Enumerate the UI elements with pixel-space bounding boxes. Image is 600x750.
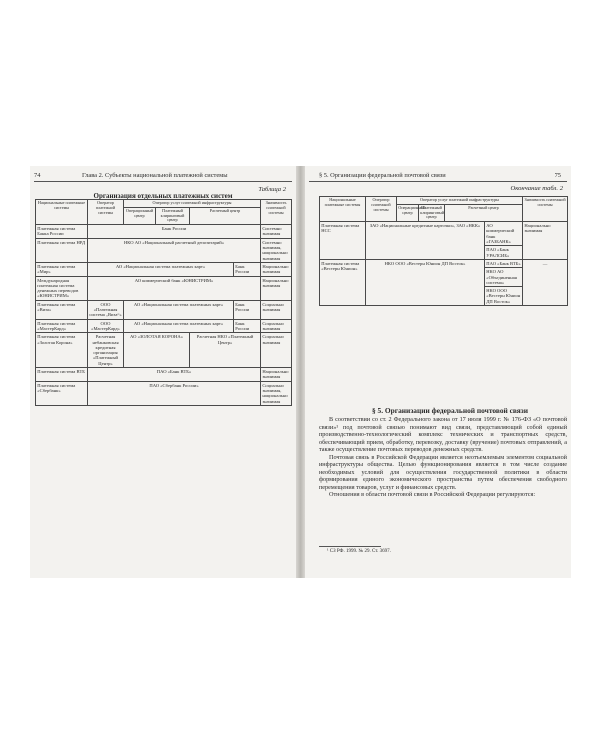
table-header-row bbox=[36, 200, 292, 208]
settlement-center: ПАО «Банк ВТБ» bbox=[486, 260, 521, 266]
infrastructure-operator: АО «ЗОЛОТАЯ КОРОНА» bbox=[124, 333, 190, 368]
merged-operator: ПАО «Банк ВТБ» bbox=[88, 368, 261, 382]
settlement-center: Расчетная НКО «Платежный Центр» bbox=[190, 333, 261, 368]
running-head-title: § 5. Организации федеральной почтовой связи bbox=[319, 172, 446, 179]
merged-operator: ПАО «Сбербанк России» bbox=[88, 381, 261, 405]
header-settlement-center: Расчетный центр bbox=[445, 204, 523, 221]
header-significance: Значимость платежной системы bbox=[261, 200, 292, 225]
significance: Национально значимая bbox=[261, 262, 292, 276]
left-page bbox=[30, 166, 296, 578]
header-national-systems: Национальные платежные системы bbox=[320, 197, 366, 222]
running-head-title: Глава 2. Субъекты национальной платежной системы bbox=[82, 172, 228, 179]
significance: Социально значимая bbox=[261, 300, 292, 319]
table-continuation-label: Окончание табл. 2 bbox=[510, 185, 563, 192]
system-name: Международная платежная система денежных переводов «ЮНИСТРИМ» bbox=[36, 276, 88, 300]
settlement-center: НКО АО «Объединенная система» bbox=[485, 268, 523, 287]
header-significance: Значимость платежной системы bbox=[523, 197, 568, 222]
operator: ООО «МастерКард» bbox=[88, 319, 124, 333]
operator: Расчетная небанковская кредитная организация «Платежный Центр» bbox=[88, 333, 124, 368]
header-settlement-center: Расчетный центр bbox=[190, 207, 261, 224]
operator: АО «Национальная система платежных карт» bbox=[88, 262, 234, 276]
system-name: Платежная система «Виза» bbox=[36, 300, 88, 319]
running-header bbox=[34, 172, 292, 182]
significance: Социально значимая bbox=[261, 319, 292, 333]
table-row bbox=[36, 319, 292, 333]
header-operational-center: Операционный центр bbox=[124, 207, 156, 224]
system-name: Платежная система НСС bbox=[320, 222, 366, 260]
merged-operator: АО коммерческий банк «ЮНИСТРИМ» bbox=[88, 276, 261, 300]
body-text bbox=[319, 416, 567, 499]
header-clearing-center: Платежный клиринговый центр bbox=[419, 204, 445, 221]
table-row bbox=[36, 368, 292, 382]
header-infrastructure: Оператор услуг платежной инфраструктуры bbox=[397, 197, 523, 205]
header-national-systems: Национальные платежные системы bbox=[36, 200, 88, 225]
table-label: Таблица 2 bbox=[258, 186, 286, 193]
book-gutter bbox=[296, 166, 305, 578]
header-operator: Оператор платежной системы bbox=[366, 197, 397, 222]
merged-operator: Банк России bbox=[88, 225, 261, 239]
table-row bbox=[36, 262, 292, 276]
significance: Системно значимая, национально значимая bbox=[261, 238, 292, 262]
settlement-center: Банк России bbox=[234, 319, 261, 333]
right-page bbox=[305, 166, 571, 578]
table-row bbox=[36, 381, 292, 405]
table-row bbox=[320, 259, 568, 267]
settlement-center: АО коммерческий банк «ГАЗБАНК» bbox=[485, 222, 523, 246]
table-row bbox=[36, 276, 292, 300]
section-heading: § 5. Организации федеральной почтовой связи bbox=[371, 406, 529, 415]
significance: Национально значимая bbox=[523, 222, 568, 260]
page-number: 74 bbox=[34, 172, 41, 179]
footnote-rule bbox=[319, 546, 381, 547]
table-row bbox=[36, 333, 292, 368]
significance: — bbox=[523, 259, 568, 305]
header-infrastructure: Оператор услуг платежной инфраструктуры bbox=[124, 200, 261, 208]
system-name: Платежная система «Золотая Корона» bbox=[36, 333, 88, 368]
header-operator: Оператор платежной системы bbox=[88, 200, 124, 225]
system-name: Платежная система Банка России bbox=[36, 225, 88, 239]
payment-systems-table-continued bbox=[319, 196, 568, 306]
paragraph: Почтовая связь в Российской Федерации является неотъемлемым элементом социальной инфраструктуры общества. Целью функционирования является в том числе создание необходимых условий для осуществления государственной политики в области формирования единого экономического пространства путем обеспечения свободного перемещения товаров, услуг и финансовых средств. bbox=[319, 453, 567, 491]
settlement-center: Банк России bbox=[234, 262, 261, 276]
table-row bbox=[36, 238, 292, 262]
infrastructure-operator: АО «Национальная система платежных карт» bbox=[124, 300, 234, 319]
table-row bbox=[36, 225, 292, 239]
header-operational-center: Операционный центр bbox=[397, 204, 419, 221]
system-name: Платежная система «МастерКард» bbox=[36, 319, 88, 333]
infrastructure-operator: АО «Национальная система платежных карт» bbox=[124, 319, 234, 333]
system-name: Платежная система НРД bbox=[36, 238, 88, 262]
settlement-center: ПАО «Банк УРАЛСИБ» bbox=[485, 246, 523, 260]
merged-operator: НКО АО «Национальный расчетный депозитарий» bbox=[88, 238, 261, 262]
settlement-center: НКО ООО «Вестерн Юнион ДП Восток» bbox=[485, 287, 523, 306]
significance: Национально значимая bbox=[261, 276, 292, 300]
significance: Системно значимая bbox=[261, 225, 292, 239]
system-name: Платежная система «Сбербанк» bbox=[36, 381, 88, 405]
system-name: Платежная система ВТБ bbox=[36, 368, 88, 382]
operator-and-clearing: НКО ООО «Вестерн Юнион ДП Восток» bbox=[366, 259, 485, 305]
paragraph: В соответствии со ст. 2 Федерального закона от 17 июля 1999 г. № 176-ФЗ «О почтовой связи»¹ под почтовой связью понимают вид связи, представляющий собой единый производственно-технологический комплекс технических и транспортных средств, обеспечивающий прием, обработку, перевозку, доставку (вручение) почтовых отправлений, а также осуществление почтовых переводов денежных средств. bbox=[319, 416, 567, 454]
paragraph: Отношения в области почтовой связи в Российской Федерации регулируются: bbox=[329, 491, 536, 499]
system-name: Платежная система «Вестерн Юнион» bbox=[320, 259, 366, 305]
system-name: Платежная система «Мир» bbox=[36, 262, 88, 276]
significance: Социально значимая, национально значимая bbox=[261, 381, 292, 405]
significance: Национально значимая bbox=[261, 368, 292, 382]
operator: ООО «Платежная система „Виза“» bbox=[89, 301, 122, 318]
payment-systems-table bbox=[35, 199, 292, 406]
significance: Социально значимая bbox=[261, 333, 292, 368]
settlement-center: Банк России bbox=[234, 300, 261, 319]
page-number: 75 bbox=[554, 172, 561, 179]
table-title: Организация отдельных платежных систем bbox=[93, 192, 233, 200]
table-header-row bbox=[320, 197, 568, 205]
footnote: ¹ СЗ РФ. 1999. № 29. Ст. 3697. bbox=[327, 549, 391, 554]
header-clearing-center: Платежный клиринговый центр bbox=[156, 207, 190, 224]
table-row bbox=[36, 300, 292, 319]
operator-and-clearing: ЗАО «Национальные кредитные карточки», ЗАО «НКК» bbox=[366, 222, 485, 260]
table-row bbox=[320, 222, 568, 246]
running-header bbox=[309, 172, 567, 182]
